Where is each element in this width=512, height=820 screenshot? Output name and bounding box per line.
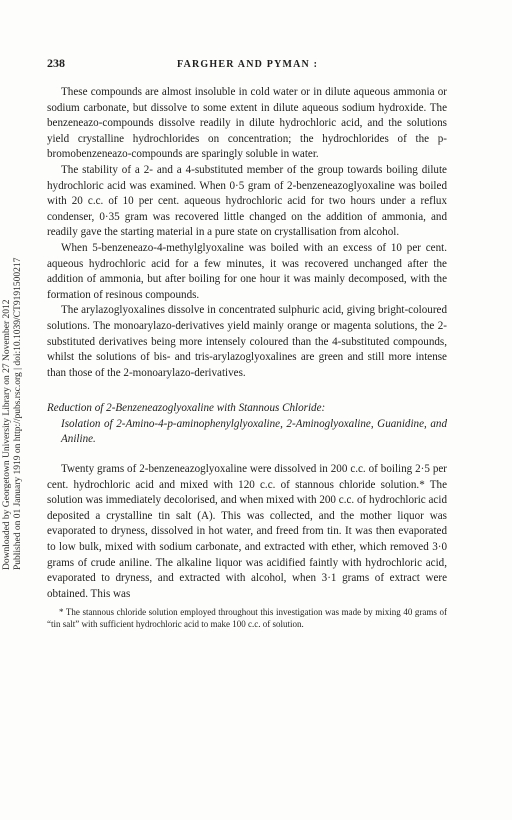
published-line: Published on 01 January 1919 on http://pubs.rsc.org | doi:10.1039/CT9191500217: [13, 257, 23, 570]
download-line: Downloaded by Georgetown University Library on 27 November 2012: [2, 299, 12, 570]
footnote: * The stannous chloride solution employed throughout this investigation was made by mixing 40 grams of “tin salt” with sufficient hydrochloric acid to make 100 c.c. of solution.: [47, 607, 447, 629]
section-heading: [47, 401, 447, 448]
paragraph-3: When 5-benzeneazo-4-methylglyoxaline was boiled with an excess of 10 per cent. aqueous hydrochloric acid for a few minutes, it was recovered unchanged after the addition of ammonia, but after boiling for one hour it was mainly decomposed, with the formation of resinous compounds.: [47, 241, 447, 301]
paragraph-4: The arylazoglyoxalines dissolve in concentrated sulphuric acid, giving bright-coloured solutions. The monoarylazo-derivatives yield mainly orange or magenta solutions, the 2-substituted derivatives being more intensely coloured than the 4-substituted compounds, whilst the solutions of bis- and tris-arylazoglyoxalines are green and still more intense than those of the 2-monoarylazo-derivatives.: [47, 304, 447, 379]
download-watermark: [2, 160, 24, 570]
section-heading-line1: Reduction of 2-Benzeneazoglyoxaline with Stannous Chloride:: [47, 402, 326, 415]
page: [47, 56, 447, 630]
page-number: 238: [47, 56, 65, 70]
paragraph-5: Twenty grams of 2-benzeneazoglyoxaline were dissolved in 200 c.c. of boiling 2·5 per cent. hydrochloric acid and mixed with 120 c.c. of stannous chloride solution.* The solution was immediately decolorised, and when mixed with 200 c.c. of hydrochloric acid deposited a crystalline tin salt (A). This was collected, and the mother liquor was evaporated to dryness, dissolved in hot water, and freed from tin. It was then evaporated to low bulk, mixed with sodium carbonate, and extracted with ether, which removed 3·0 grams of crude aniline. The alkaline liquor was acidified faintly with hydrochloric acid, evaporated to dryness, and extracted with alcohol, when 3·1 grams of extract were obtained. This was: [47, 463, 447, 600]
section-heading-line2: Isolation of 2-Amino-4-p-aminophenylglyoxaline, 2-Aminoglyoxaline, Guanidine, and Aniline.: [61, 417, 447, 446]
page-header: [47, 56, 447, 74]
paragraph-2: The stability of a 2- and a 4-substituted member of the group towards boiling dilute hydrochloric acid was examined. When 0·5 gram of 2-benzeneazoglyoxaline was boiled with 20 c.c. of 10 per cent. aqueous hydrochloric acid for two hours under a reflux condenser, 0·35 gram was recovered little changed on the addition of ammonia, and readily gave the starting material in a pure state on crystallisation from alcohol.: [47, 163, 447, 239]
running-title: FARGHER AND PYMAN :: [177, 59, 319, 70]
paragraph-1: These compounds are almost insoluble in cold water or in dilute aqueous ammonia or sodium carbonate, but dissolve to some extent in dilute aqueous sodium hydroxide. The benzeneazo-compounds dissolve readily in dilute hydrochloric acid, and the solutions yield crystalline hydrochlorides on concentration; the hydrochlorides of the p-bromobenzeneazo-compounds are sparingly soluble in water.: [47, 86, 447, 161]
